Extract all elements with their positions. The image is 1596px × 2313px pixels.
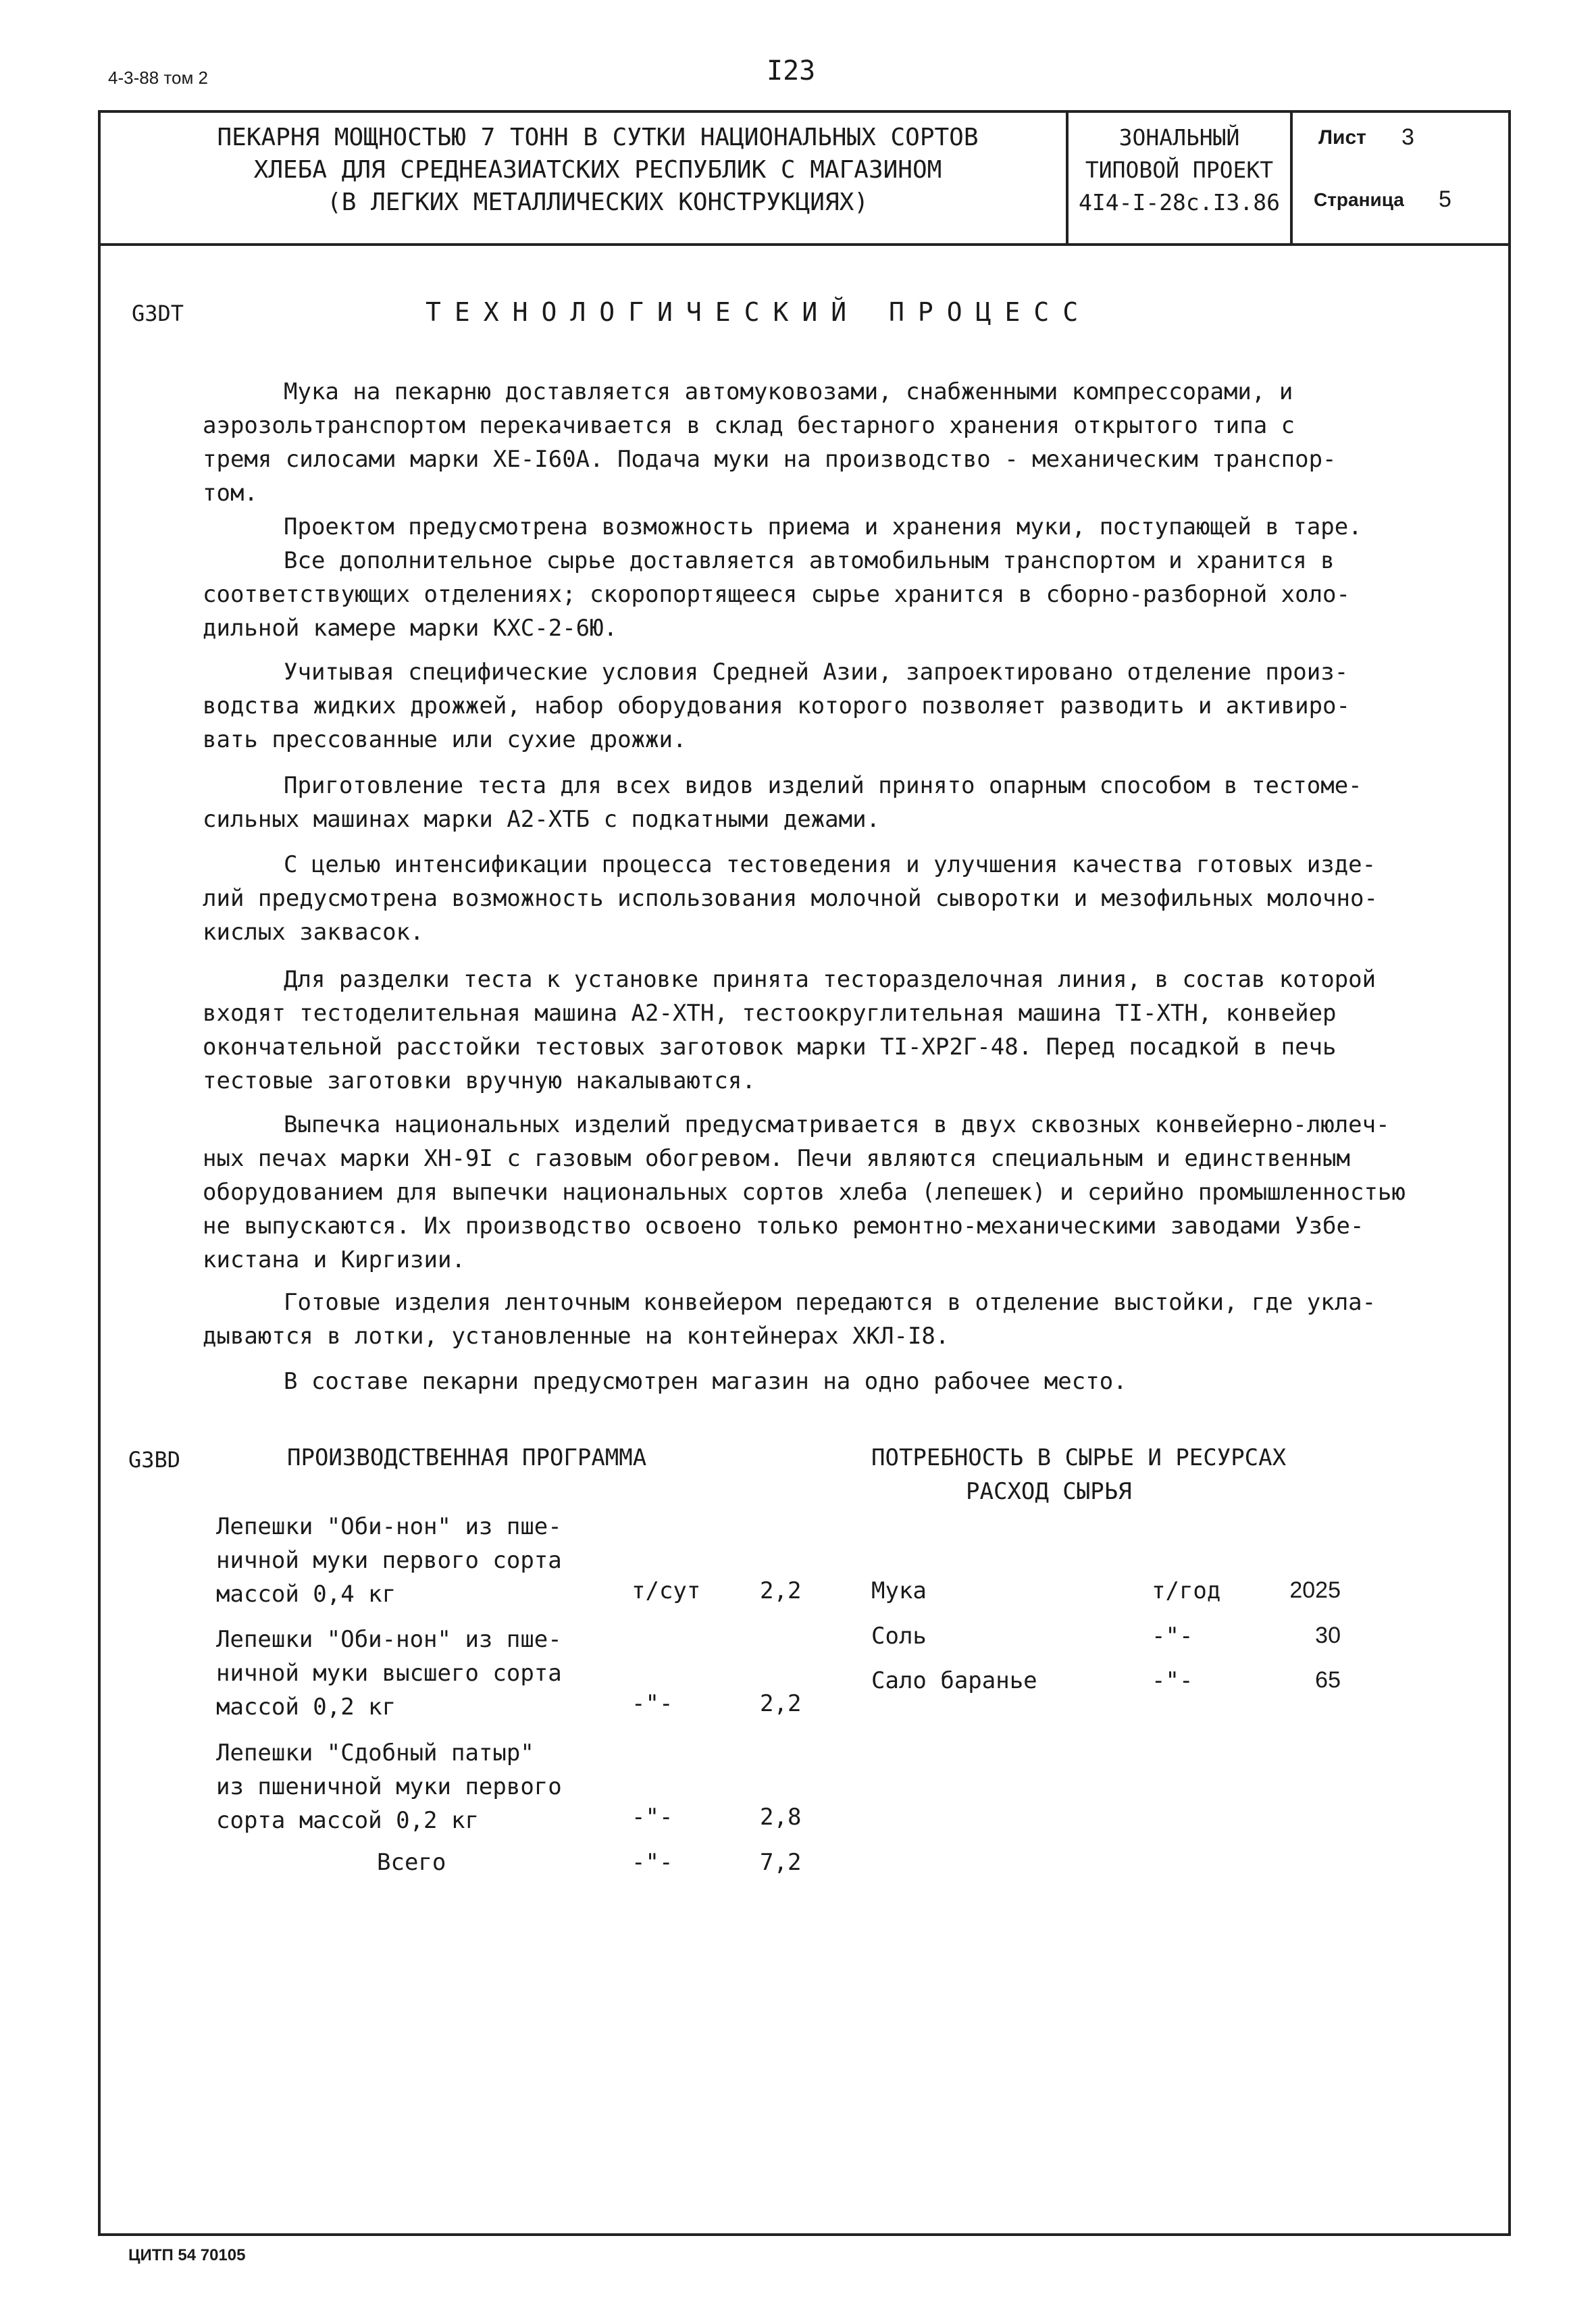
text-line: входят тестоделительная машина А2-ХТН, тестоокруглительная машина ТI-ХТН, конвейер	[203, 1000, 1337, 1027]
text-line: том.	[203, 480, 258, 507]
total-value: 7,2	[760, 1849, 802, 1876]
paragraph	[203, 655, 1439, 757]
paragraph	[203, 963, 1439, 1098]
text-line: Учитывая специфические условия Средней Азии, запроектировано отделение произ-	[284, 659, 1349, 686]
program-row-value: 2,2	[760, 1577, 802, 1604]
header-title-line: (В ЛЕГКИХ МЕТАЛЛИЧЕСКИХ КОНСТРУКЦИЯХ)	[327, 188, 869, 216]
text-line: Проектом предусмотрена возможность приема и хранения муки, поступающей в таре.	[284, 513, 1362, 540]
paragraph	[203, 848, 1439, 949]
page-label: Страница	[1314, 189, 1404, 210]
header-title-line: ХЛЕБА ДЛЯ СРЕДНЕАЗИАТСКИХ РЕСПУБЛИК С МАГАЗИНОМ	[253, 156, 942, 184]
program-row	[216, 1736, 562, 1837]
text-line: не выпускаются. Их производство освоено только ремонтно-механическими заводами Узбе-	[203, 1213, 1364, 1240]
footer-stamp: ЦИТП 54 70105	[128, 2246, 246, 2264]
page-value: 5	[1439, 186, 1451, 212]
needs-row-name: Мука	[871, 1577, 927, 1604]
text-line: вать прессованные или сухие дрожжи.	[203, 726, 687, 753]
project-line: 4I4-I-28с.I3.86	[1078, 189, 1280, 215]
text-line: дильной камере марки КХС-2-6Ю.	[203, 615, 618, 642]
text-line: Все дополнительное сырье доставляется автомобильным транспортом и хранится в	[284, 547, 1335, 574]
text-line: тремя силосами марки ХЕ-I60А. Подача муки на производство - механическим транспор-	[203, 446, 1337, 473]
needs-row-unit: -"-	[1152, 1667, 1193, 1694]
project-line: ЗОНАЛЬНЫЙ	[1118, 124, 1240, 151]
program-row-name: ничной муки первого сорта	[216, 1547, 562, 1574]
needs-row-name: Сало баранье	[871, 1667, 1037, 1694]
text-line: Для разделки теста к установке принята тестоpазделочная линия, в состав которой	[284, 966, 1376, 993]
text-line: лий предусмотрена возможность использования молочной сыворотки и мезофильных молочно-	[203, 885, 1378, 912]
paragraph	[203, 1108, 1439, 1277]
text-line: С целью интенсификации процесса тестоведения и улучшения качества готовых изде-	[284, 851, 1376, 878]
program-row-name: Лепешки "Сдобный патыр"	[216, 1739, 534, 1766]
text-line: ных печах марки ХН-9I с газовым обогревом. Печи являются специальным и единственным	[203, 1145, 1350, 1172]
section-code: G3BD	[128, 1447, 181, 1473]
program-title: ПРОИЗВОДСТВЕННАЯ ПРОГРАММА	[287, 1444, 647, 1471]
paragraph	[203, 375, 1439, 510]
text-line: тестовые заготовки вручную накалываются.	[203, 1067, 756, 1094]
program-row-unit: т/сут	[632, 1577, 701, 1604]
needs-row-value: 30	[1315, 1623, 1341, 1648]
program-row-name: массой 0,4 кг	[216, 1581, 396, 1608]
project-line: ТИПОВОЙ ПРОЕКТ	[1085, 157, 1274, 183]
needs-row-value: 2025	[1289, 1577, 1341, 1603]
program-row-name: из пшеничной муки первого	[216, 1773, 562, 1800]
page-number: I23	[767, 55, 816, 86]
text-line: Мука на пекарню доставляется автомуковозами, снабженными компрессорами, и	[284, 378, 1293, 405]
text-line: водства жидких дрожжей, набор оборудования которого позволяет разводить и активиро-	[203, 692, 1350, 719]
text-line: кистана и Киргизии.	[203, 1246, 465, 1273]
program-row-unit: -"-	[632, 1804, 673, 1831]
needs-title: ПОТРЕБНОСТЬ В СЫРЬЕ И РЕСУРСАХ	[871, 1444, 1287, 1471]
section-title: ТЕХНОЛОГИЧЕСКИЙ ПРОЦЕСС	[426, 297, 1092, 327]
program-row-unit: -"-	[632, 1690, 673, 1717]
program-row-name: ничной муки высшего сорта	[216, 1660, 562, 1687]
header-title-line: ПЕКАРНЯ МОЩНОСТЬЮ 7 ТОНН В СУТКИ НАЦИОНАЛЬНЫХ СОРТОВ	[217, 124, 979, 151]
header-title	[135, 122, 1060, 219]
text-line: Готовые изделия ленточным конвейером передаются в отделение выстойки, где укла-	[284, 1289, 1376, 1316]
text-line: Выпечка национальных изделий предусматривается в двух сквозных конвейерно-люлеч-	[284, 1111, 1390, 1138]
needs-row-unit: -"-	[1152, 1623, 1193, 1650]
text-line: соответствующих отделениях; скоропортящееся сырье хранится в сборно-разборной холо-	[203, 581, 1350, 608]
project-code-block	[1069, 122, 1290, 219]
needs-row-value: 65	[1315, 1667, 1341, 1693]
paragraph	[203, 510, 1439, 544]
series-label: 4-3-88 том 2	[108, 68, 209, 88]
program-row	[216, 1623, 562, 1724]
text-line: Приготовление теста для всех видов изделий принято опарным способом в тестоме-	[284, 772, 1362, 799]
text-line: оборудованием для выпечки национальных сортов хлеба (лепешек) и серийно промышленностью	[203, 1179, 1406, 1206]
text-line: дываются в лотки, установленные на контейнерах ХКЛ-I8.	[203, 1323, 950, 1350]
header-col-divider-2	[1290, 110, 1293, 245]
paragraph	[203, 769, 1439, 836]
total-label: Всего	[377, 1849, 446, 1876]
total-unit: -"-	[632, 1849, 673, 1876]
program-row-name: сорта массой 0,2 кг	[216, 1807, 479, 1834]
program-row-value: 2,2	[760, 1690, 802, 1717]
text-line: сильных машинах марки А2-ХТБ с подкатными дежами.	[203, 806, 881, 833]
program-row-value: 2,8	[760, 1804, 802, 1831]
program-row	[216, 1510, 562, 1611]
sheet-label: Лист	[1318, 126, 1366, 149]
program-row-name: Лепешки "Оби-нон" из пше-	[216, 1626, 562, 1653]
text-line: окончательной расстойки тестовых заготовок марки ТI-ХР2Г-48. Перед посадкой в печь	[203, 1034, 1337, 1061]
sheet-value: 3	[1401, 124, 1414, 150]
header-divider	[98, 243, 1511, 246]
text-line: В составе пекарни предусмотрен магазин на одно рабочее место.	[284, 1368, 1127, 1395]
program-row-name: Лепешки "Оби-нон" из пше-	[216, 1513, 562, 1540]
needs-row-unit: т/год	[1152, 1577, 1221, 1604]
program-row-name: массой 0,2 кг	[216, 1694, 396, 1721]
needs-row-name: Соль	[871, 1623, 927, 1650]
text-line: кислых заквасок.	[203, 919, 424, 946]
section-code: G3DT	[132, 301, 184, 326]
paragraph	[203, 1365, 1439, 1398]
text-line: аэрозольтранспортом перекачивается в склад бестарного хранения открытого типа с	[203, 412, 1295, 439]
paragraph	[203, 1286, 1439, 1353]
paragraph	[203, 544, 1439, 645]
needs-subtitle: РАСХОД СЫРЬЯ	[966, 1478, 1132, 1505]
